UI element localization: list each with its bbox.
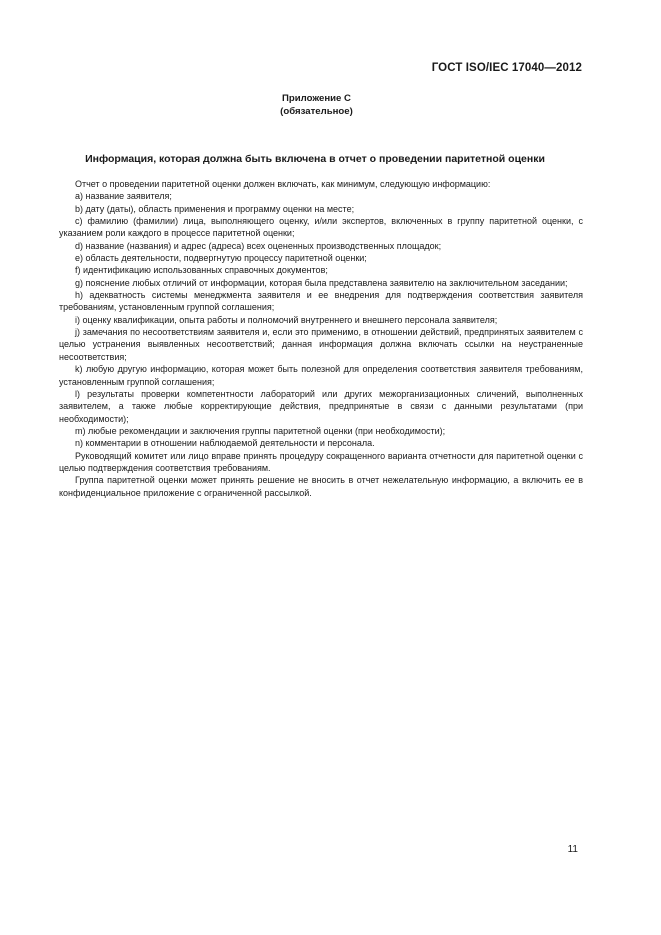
body-text bbox=[59, 178, 583, 499]
paragraph-intro: Отчет о проведении паритетной оценки должен включать, как минимум, следующую информацию: bbox=[75, 179, 491, 189]
list-item-d: d) название (названия) и адрес (адреса) всех оцененных производственных площадок; bbox=[75, 240, 442, 251]
document-code: ГОСТ ISO/IEC 17040—2012 bbox=[431, 62, 582, 74]
list-item-f: f) идентификацию использованных справочных документов; bbox=[75, 265, 328, 276]
list-item-c: c) фамилию (фамилии) лица, выполняющего оценку, и/или экспертов, включенных в группу паритетной оценки, с указанием роли каждого в процессе паритетной оценки; bbox=[59, 216, 583, 239]
annex-heading bbox=[0, 92, 633, 118]
paragraph-confidential-annex: Группа паритетной оценки может принять решение не вносить в отчет нежелательную информацию, а включить ее в конфиденциальное приложение с ограниченной рассылкой. bbox=[59, 475, 583, 498]
list-item-h: h) адекватность системы менеджмента заявителя и ее внедрения для подтверждения соответствия заявителя требованиям, установленным группой соглашения; bbox=[59, 290, 583, 313]
list-item-m: m) любые рекомендации и заключения группы паритетной оценки (при необходимости); bbox=[75, 425, 446, 436]
list-item-g: g) пояснение любых отличий от информации, которая была представлена заявителю на заключительном заседании; bbox=[75, 277, 568, 288]
list-item-e: e) область деятельности, подвергнутую процессу паритетной оценки; bbox=[75, 253, 367, 264]
annex-title: Приложение С bbox=[282, 93, 351, 104]
section-title: Информация, которая должна быть включена в отчет о проведении паритетной оценки bbox=[85, 153, 545, 165]
annex-status: (обязательное) bbox=[280, 106, 353, 117]
list-item-n: n) комментарии в отношении наблюдаемой деятельности и персонала. bbox=[75, 438, 375, 449]
list-item-b: b) дату (даты), область применения и программу оценки на месте; bbox=[75, 203, 355, 214]
paragraph-steering-committee: Руководящий комитет или лицо вправе принять процедуру сокращенного варианта отчетности для паритетной оценки с целью подтверждения соответствия требованиям. bbox=[59, 450, 583, 473]
list-item-i: i) оценку квалификации, опыта работы и полномочий внутреннего и внешнего персонала заявителя; bbox=[75, 314, 498, 325]
list-item-j: j) замечания по несоответствиям заявителя и, если это применимо, в отношении действий, предпринятых заявителем с целью устранения выявленных несоответствий; данная информация должна включать ссылки на неустраненные несоответствия; bbox=[59, 327, 583, 362]
list-item-a: a) название заявителя; bbox=[75, 191, 172, 202]
list-item-k: k) любую другую информацию, которая может быть полезной для определения соответствия заявителя требованиям, установленным группой соглашения; bbox=[59, 364, 583, 387]
list-item-l: l) результаты проверки компетентности лабораторий или других межорганизационных сличений, выполненных заявителем, а также любые корректирующие действия, предпринятые в связи с данными результатами (при необходимости); bbox=[59, 388, 583, 424]
page-number: 11 bbox=[567, 844, 578, 855]
